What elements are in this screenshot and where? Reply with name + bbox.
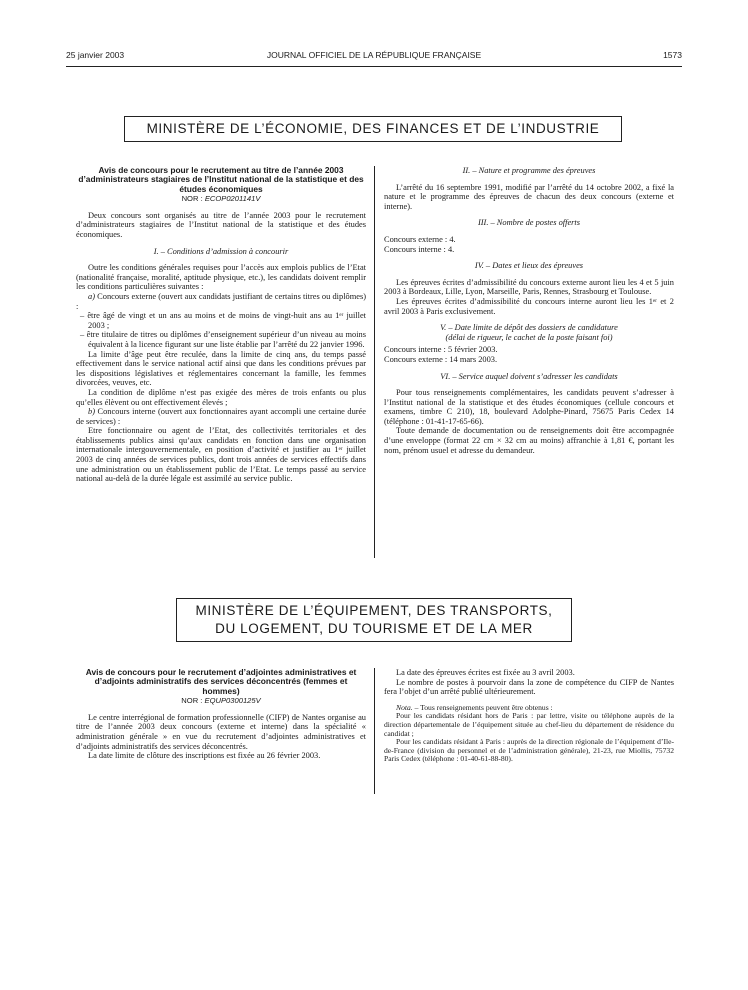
notice-cifp-nor [76, 696, 366, 706]
section-4-title: IV. – Dates et lieux des épreuves [474, 261, 584, 271]
section-4-paragraph-1: Les épreuves écrites d’admissibilité du concours externe auront lieu les 4 et 5 juin 2003 à Bordeaux, Lille, Lyon, Marseille, Paris, Rennes, Strasbourg et Toulouse. [384, 277, 674, 297]
header-journal-title: JOURNAL OFFICIEL DE LA RÉPUBLIQUE FRANÇAISE [266, 50, 482, 60]
section-1-dash-1: – être âgé de vingt et un ans au moins et de moins de vingt-huit ans au 1ᵉʳ juillet 2003 ; [80, 311, 366, 330]
notice-cifp-left-column [76, 668, 366, 761]
section-1-paragraph-1: Outre les conditions générales requises pour l’accès aux emplois publics de l’Etat (nationalité française, moralité, aptitude physique, etc.), les candidats doivent remplir les conditions particulières suivantes : [76, 263, 366, 292]
nor-label: NOR : [181, 696, 203, 706]
nota-label: Nota. [396, 702, 413, 712]
notice-cifp-paragraph-4: Le nombre de postes à pourvoir dans la zone de compétence du CIFP de Nantes fera l’objet d’un arrêté publié ultérieurement. [384, 677, 674, 697]
notice-insee-intro: Deux concours sont organisés au titre de l’année 2003 pour le recrutement d’administrateurs stagiaires de l’Institut national de la statistique et des études économiques. [76, 210, 366, 239]
notice-cifp-right-column [384, 668, 674, 764]
section-5-line-1: Concours interne : 5 février 2003. [384, 345, 498, 355]
notice-cifp-paragraph-2: La date limite de clôture des inscriptions est fixée au 26 février 2003. [88, 751, 321, 761]
section-5-line-2: Concours externe : 14 mars 2003. [384, 354, 498, 364]
item-b-text: Concours interne (ouvert aux fonctionnaires ayant accompli une certaine durée de services) : [76, 407, 366, 426]
section-1-paragraph-4: Etre fonctionnaire ou agent de l’Etat, des collectivités territoriales et des établissements publics ainsi qu’aux candidats en fonction dans une organisation internationale intergouvernementale, en position d’activité et justifier au 1ᵉʳ juillet 2003 de cinq années de services publics, dont trois années de services effectifs dans une administration ou un établissement public de l’Etat. Le temps passé au service national au-delà de la durée légale est assimilé au service public. [76, 426, 366, 484]
ministry-equipement-line-1: MINISTÈRE DE L’ÉQUIPEMENT, DES TRANSPORTS, [195, 603, 553, 618]
nor-label: NOR : [181, 194, 203, 204]
item-b-letter: b) [88, 407, 95, 417]
notice-cifp-paragraph-1: Le centre interrégional de formation professionnelle (CIFP) de Nantes organise au titre de l’année 2003 deux concours (externe et interne) dans la spécialité « administration générale » en vue du recrutement d’adjointes administratives et d’adjoints administratifs des services déconcentrés. [76, 712, 366, 751]
section-4-paragraph-2: Les épreuves écrites d’admissibilité du concours interne auront lieu les 1ᵉʳ et 2 avril 2003 à Paris exclusivement. [384, 296, 674, 316]
section-3-line-1: Concours externe : 4. [384, 234, 456, 244]
header-rule [66, 66, 682, 67]
section-3-line-2: Concours interne : 4. [384, 244, 455, 254]
section-2-title: II. – Nature et programme des épreuves [462, 166, 596, 175]
notice-cifp-paragraph-3: La date des épreuves écrites est fixée au 3 avril 2003. [396, 668, 575, 677]
notice-cifp-title: Avis de concours pour le recrutement d’adjointes administratives et d’adjoints administratifs des services déconcentrés (femmes et hommes) [85, 667, 357, 696]
section-6-paragraph-2: Toute demande de documentation ou de renseignements doit être accompagnée d’une enveloppe (format 22 cm × 32 cm au moins) affranchie à 1,81 €, portant les nom, prénom usuel et adresse du demandeur. [384, 426, 674, 455]
nota-text: – Tous renseignements peuvent être obtenus : [412, 702, 553, 712]
section-6-paragraph-1: Pour tous renseignements complémentaires, les candidats peuvent s’adresser à l’Institut national de la statistique et des études économiques (cellule concours et examens, timbre C 210), 18, boulevard Adolphe-Pinard, 75675 Paris Cedex 14 (téléphone : 01-41-17-65-66). [384, 388, 674, 426]
nor-code: EQUP0300125V [204, 696, 261, 706]
item-a-letter: a) [88, 291, 95, 301]
ministry-equipement-line-2: DU LOGEMENT, DU TOURISME ET DE LA MER [215, 621, 533, 636]
header-date: 25 janvier 2003 [66, 50, 125, 60]
ministry-economie-box [124, 116, 622, 142]
notice-insee-right-column [384, 166, 674, 455]
section-1-item-a [76, 292, 366, 311]
notice-cifp-nota-item-2: Pour les candidats résidant à Paris : auprès de la direction régionale de l’équipement d’Ile-de-France (division du personnel et de l’administration générale), 21-23, rue Miollis, 75732 Paris Cedex (téléphone : 01-40-61-88-80). [384, 737, 674, 764]
notice-insee-title: Avis de concours pour le recrutement au titre de l’année 2003 d’administrateurs stagiaires de l’Institut national de la statistique et des études économiques [78, 165, 364, 194]
nor-code: ECOP0201141V [204, 194, 261, 204]
section-1-title: I. – Conditions d’admission à concourir [153, 246, 289, 256]
page-header [66, 50, 682, 64]
notice-insee-nor [76, 194, 366, 204]
section-3-title: III. – Nombre de postes offerts [477, 218, 581, 228]
section-5-subtitle: (délai de rigueur, le cachet de la poste faisant foi) [445, 332, 613, 342]
section-6-title: VI. – Service auquel doivent s’adresser les candidats [440, 371, 618, 381]
header-page-number: 1573 [663, 50, 682, 60]
column-separator-2 [374, 668, 375, 794]
item-a-text: Concours externe (ouvert aux candidats justifiant de certains titres ou diplômes) : [76, 291, 366, 311]
section-1-paragraph-2: La limite d’âge peut être reculée, dans la limite de cinq ans, du temps passé effectivement dans le service national actif ainsi que dans les conditions prévues par les dispositions législatives et réglementaires concernant la famille, les femmes divorcées, veuves, etc. [76, 349, 366, 388]
ministry-equipement-box [176, 598, 572, 642]
notice-cifp-nota-item-1: Pour les candidats résidant hors de Paris : par lettre, visite ou téléphone auprès de la direction départementale de l’équipement située au chef-lieu du département de résidence du candidat ; [384, 711, 674, 738]
ministry-economie-title: MINISTÈRE DE L’ÉCONOMIE, DES FINANCES ET DE L’INDUSTRIE [146, 121, 600, 136]
notice-insee-left-column [76, 166, 366, 484]
section-1-item-b [76, 407, 366, 426]
section-2-paragraph: L’arrêté du 16 septembre 1991, modifié par l’arrêté du 14 octobre 2002, a fixé la nature et le programme des épreuves de chacun des deux concours (externe et interne). [384, 182, 674, 211]
section-1-dash-2: – être titulaire de titres ou diplômes d’enseignement supérieur d’un niveau au moins équivalent à la licence figurant sur une liste établie par l’arrêté du 22 janvier 1996. [80, 330, 366, 349]
section-1-paragraph-3: La condition de diplôme n’est pas exigée des mères de trois enfants ou plus qu’elles élèvent ou ont effectivement élevés ; [76, 387, 366, 407]
section-5-title: V. – Date limite de dépôt des dossiers de candidature [440, 323, 618, 333]
column-separator-1 [374, 166, 375, 558]
